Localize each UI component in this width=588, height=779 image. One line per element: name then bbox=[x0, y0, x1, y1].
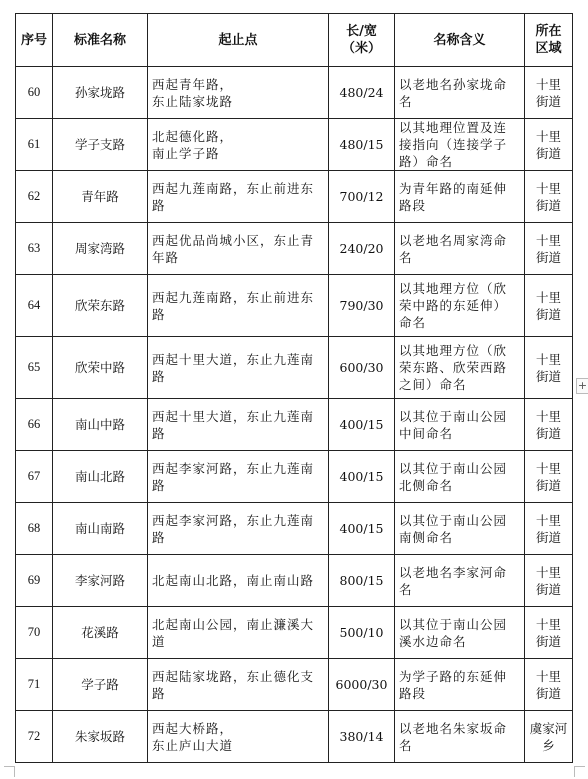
row-start-end: 西起李家河路，东止九莲南路 bbox=[148, 503, 329, 555]
table-row bbox=[16, 337, 573, 399]
table-row bbox=[16, 119, 573, 171]
table-row bbox=[16, 659, 573, 711]
row-area: 十里 街道 bbox=[525, 503, 573, 555]
row-name-meaning: 以其地理方位（欣荣东路、欣荣西路之间）命名 bbox=[395, 337, 525, 399]
row-length-width: 400/15 bbox=[329, 503, 395, 555]
row-area: 十里 街道 bbox=[525, 399, 573, 451]
row-start-end: 西起优品尚城小区，东止青年路 bbox=[148, 223, 329, 275]
row-serial: 66 bbox=[16, 399, 53, 451]
row-start-end: 西起十里大道，东止九莲南路 bbox=[148, 399, 329, 451]
row-serial: 67 bbox=[16, 451, 53, 503]
row-area: 十里 街道 bbox=[525, 555, 573, 607]
row-serial: 63 bbox=[16, 223, 53, 275]
row-start-end: 西起九莲南路，东止前进东路 bbox=[148, 171, 329, 223]
row-name-meaning: 以其位于南山公园中间命名 bbox=[395, 399, 525, 451]
row-length-width: 800/15 bbox=[329, 555, 395, 607]
row-serial: 69 bbox=[16, 555, 53, 607]
header-length-width: 长/宽 （米） bbox=[329, 14, 395, 67]
table-row bbox=[16, 555, 573, 607]
row-road-name: 花溪路 bbox=[53, 607, 148, 659]
row-area: 十里 街道 bbox=[525, 659, 573, 711]
row-road-name: 朱家坂路 bbox=[53, 711, 148, 763]
table-header-row bbox=[16, 14, 573, 67]
row-road-name: 李家河路 bbox=[53, 555, 148, 607]
row-length-width: 380/14 bbox=[329, 711, 395, 763]
row-name-meaning: 以老地名李家河命名 bbox=[395, 555, 525, 607]
row-road-name: 周家湾路 bbox=[53, 223, 148, 275]
row-length-width: 500/10 bbox=[329, 607, 395, 659]
row-road-name: 南山南路 bbox=[53, 503, 148, 555]
row-road-name: 南山中路 bbox=[53, 399, 148, 451]
row-name-meaning: 以其地理位置及连接指向（连接学子路）命名 bbox=[395, 119, 525, 171]
row-start-end: 西起十里大道，东止九莲南路 bbox=[148, 337, 329, 399]
row-serial: 60 bbox=[16, 67, 53, 119]
row-length-width: 480/15 bbox=[329, 119, 395, 171]
row-name-meaning: 以老地名孙家垅命名 bbox=[395, 67, 525, 119]
row-serial: 61 bbox=[16, 119, 53, 171]
row-name-meaning: 以老地名周家湾命名 bbox=[395, 223, 525, 275]
row-name-meaning: 以其地理方位（欣荣中路的东延伸）命名 bbox=[395, 275, 525, 337]
table-row bbox=[16, 503, 573, 555]
row-start-end: 西起青年路， 东止陆家垅路 bbox=[148, 67, 329, 119]
row-name-meaning: 以其位于南山公园北侧命名 bbox=[395, 451, 525, 503]
page-corner-mark-left bbox=[4, 766, 15, 777]
row-start-end: 西起九莲南路，东止前进东路 bbox=[148, 275, 329, 337]
row-area: 十里 街道 bbox=[525, 67, 573, 119]
row-length-width: 700/12 bbox=[329, 171, 395, 223]
row-start-end: 北起南山北路，南止南山路 bbox=[148, 555, 329, 607]
row-name-meaning: 为学子路的东延伸路段 bbox=[395, 659, 525, 711]
row-start-end: 西起陆家垅路，东止德化支路 bbox=[148, 659, 329, 711]
row-area: 十里 街道 bbox=[525, 171, 573, 223]
row-serial: 65 bbox=[16, 337, 53, 399]
row-area: 十里 街道 bbox=[525, 451, 573, 503]
header-name-meaning: 名称含义 bbox=[395, 14, 525, 67]
table-row bbox=[16, 711, 573, 763]
row-area: 十里 街道 bbox=[525, 275, 573, 337]
row-road-name: 孙家垅路 bbox=[53, 67, 148, 119]
table-row bbox=[16, 67, 573, 119]
row-road-name: 南山北路 bbox=[53, 451, 148, 503]
row-length-width: 6000/30 bbox=[329, 659, 395, 711]
row-area: 十里 街道 bbox=[525, 607, 573, 659]
row-serial: 62 bbox=[16, 171, 53, 223]
row-start-end: 西起李家河路，东止九莲南路 bbox=[148, 451, 329, 503]
header-standard-name: 标准名称 bbox=[53, 14, 148, 67]
page-corner-mark-right bbox=[574, 766, 585, 777]
row-area: 十里 街道 bbox=[525, 337, 573, 399]
row-start-end: 北起德化路， 南止学子路 bbox=[148, 119, 329, 171]
table-row bbox=[16, 451, 573, 503]
row-area: 虞家河 乡 bbox=[525, 711, 573, 763]
header-serial: 序号 bbox=[16, 14, 53, 67]
row-road-name: 欣荣东路 bbox=[53, 275, 148, 337]
row-area: 十里 街道 bbox=[525, 119, 573, 171]
table-row bbox=[16, 275, 573, 337]
row-length-width: 240/20 bbox=[329, 223, 395, 275]
row-length-width: 600/30 bbox=[329, 337, 395, 399]
row-road-name: 学子路 bbox=[53, 659, 148, 711]
table-row bbox=[16, 607, 573, 659]
row-name-meaning: 以其位于南山公园南侧命名 bbox=[395, 503, 525, 555]
row-serial: 64 bbox=[16, 275, 53, 337]
row-road-name: 学子支路 bbox=[53, 119, 148, 171]
row-serial: 70 bbox=[16, 607, 53, 659]
row-length-width: 790/30 bbox=[329, 275, 395, 337]
row-serial: 71 bbox=[16, 659, 53, 711]
row-length-width: 400/15 bbox=[329, 451, 395, 503]
table-row bbox=[16, 223, 573, 275]
row-length-width: 400/15 bbox=[329, 399, 395, 451]
row-length-width: 480/24 bbox=[329, 67, 395, 119]
table-row bbox=[16, 171, 573, 223]
row-road-name: 欣荣中路 bbox=[53, 337, 148, 399]
add-row-button[interactable]: + bbox=[577, 379, 588, 392]
row-start-end: 北起南山公园，南止濂溪大道 bbox=[148, 607, 329, 659]
row-start-end: 西起大桥路， 东止庐山大道 bbox=[148, 711, 329, 763]
row-serial: 72 bbox=[16, 711, 53, 763]
table-row bbox=[16, 399, 573, 451]
row-name-meaning: 为青年路的南延伸路段 bbox=[395, 171, 525, 223]
header-area: 所在 区域 bbox=[525, 14, 573, 67]
row-name-meaning: 以其位于南山公园溪水边命名 bbox=[395, 607, 525, 659]
road-naming-table bbox=[15, 13, 573, 763]
row-serial: 68 bbox=[16, 503, 53, 555]
row-name-meaning: 以老地名朱家坂命名 bbox=[395, 711, 525, 763]
row-area: 十里 街道 bbox=[525, 223, 573, 275]
header-start-end: 起止点 bbox=[148, 14, 329, 67]
row-road-name: 青年路 bbox=[53, 171, 148, 223]
